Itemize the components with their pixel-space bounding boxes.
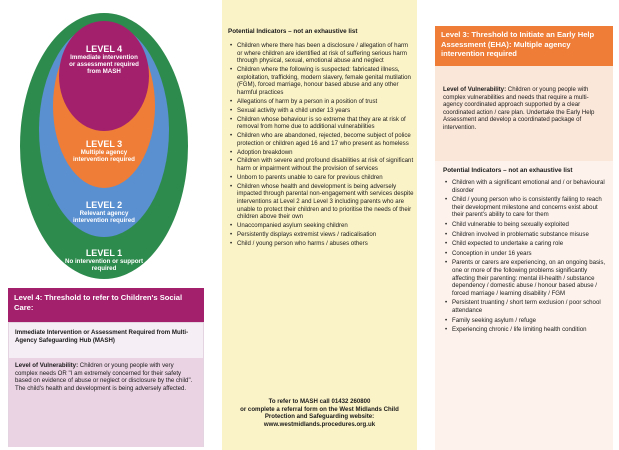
- list-item: • Children where there has been a disclosure / allegation of harm or where children are identified at risk of suffering serious harm through physical, sexual, emotional abuse and neglect: [230, 42, 414, 65]
- list-item: • Persistent truanting / short term exclusion / poor school attendance: [445, 299, 607, 314]
- level3-indicators-title: Potential Indicators – not an exhaustive list: [443, 167, 573, 174]
- list-item: • Children who are abandoned, rejected, become subject of police protection or children aged 16 and 17 who present as homeless: [230, 132, 414, 147]
- level4-vulnerability: [9, 358, 203, 447]
- referral-website-link[interactable]: www.westmidlands.procedures.org.uk: [263, 420, 376, 428]
- level4-vulnerability-label: Level of Vulnerability:: [15, 362, 79, 369]
- level2-text: Relevant agency intervention required: [73, 210, 135, 224]
- level4-vulnerability-text: Children or young people with very complex needs OR "I am extremely concerned for their safety based on evidence of abuse or neglect or disclosure by the child". The child's health and development is being adversely affected.: [15, 362, 193, 392]
- levels-column: [0, 0, 208, 450]
- level4-ellipse: [59, 21, 149, 131]
- list-item: • Children involved in problematic substance misuse: [445, 231, 607, 239]
- list-item: • Children whose health and development is being adversely impacted through parental non-engagement with services despite interventions at Level 2 and Level 3 including parents who are unable to protect their children and to prioritise the needs of their children above their own: [230, 183, 414, 221]
- level2-label: [64, 200, 144, 224]
- list-item: • Experiencing chronic / life limiting health condition: [445, 326, 607, 334]
- list-item: • Conception in under 16 years: [445, 250, 607, 258]
- list-item: • Child vulnerable to being sexually exploited: [445, 221, 607, 229]
- referral-phone: To refer to MASH call 01432 260800: [268, 398, 371, 405]
- referral-form-text: or complete a referral form on the West Midlands Child Protection and Safeguarding website:: [240, 405, 399, 420]
- level4-panel-header: Level 4: Threshold to refer to Children's Social Care:: [8, 288, 204, 322]
- level3-vulnerability-text: Children or young people with complex vulnerabilities and needs that require a multi-agency coordinated approach supported by a clear coordinated action / care plan. Undertake the Early Help Assessment and develop a coordinated package of intervention.: [443, 86, 595, 131]
- level4-text: Immediate intervention or assessment required from MASH: [69, 54, 139, 75]
- level3-vulnerability-label: Level of Vulnerability:: [443, 86, 507, 93]
- list-item: • Sexual activity with a child under 13 years: [230, 107, 414, 115]
- list-item: • Children with a significant emotional and / or behavioural disorder: [445, 179, 607, 194]
- level4-immediate-text: Immediate Intervention or Assessment Required from Multi-Agency Safeguarding Hub (MASH): [15, 329, 189, 344]
- level1-label: [64, 248, 144, 272]
- level1-title: LEVEL 1: [85, 248, 123, 258]
- level4-panel: [8, 322, 204, 447]
- level4-title: LEVEL 4: [85, 44, 123, 54]
- list-item: • Adoption breakdown: [230, 149, 414, 157]
- indicators-column: [222, 0, 417, 450]
- referral-footer: [226, 398, 413, 428]
- list-item: • Unaccompanied asylum seeking children: [230, 222, 414, 230]
- level3-panel: [435, 66, 613, 450]
- list-item: • Family seeking asylum / refuge: [445, 317, 607, 325]
- list-item: • Child expected to undertake a caring role: [445, 240, 607, 248]
- indicators-list: [230, 42, 414, 249]
- level4-label: [69, 44, 139, 75]
- list-item: • Child / young person who is consistently failing to reach their development milestone and concerns exist about their parent's ability to care for them: [445, 196, 607, 219]
- level3-vulnerability: [435, 66, 613, 161]
- indicators-title: Potential Indicators – not an exhaustive list: [228, 28, 358, 35]
- list-item: • Children whose behaviour is so extreme that they are at risk of removal from home due to additional vulnerabilities: [230, 116, 414, 131]
- list-item: • Children with severe and profound disabilities at risk of significant harm or impairment without the provision of services: [230, 157, 414, 172]
- level3-title: LEVEL 3: [85, 139, 123, 149]
- list-item: • Parents or carers are experiencing, on an ongoing basis, one or more of the following problems significantly affecting their parenting: mental ill-health / substance dependency / domestic abuse / honour based abuse / forced marriage / learning disability / FGM: [445, 259, 607, 297]
- list-item: • Child / young person who harms / abuses others: [230, 240, 414, 248]
- level3-text: Multiple agency intervention required: [73, 149, 135, 163]
- list-item: • Unborn to parents unable to care for previous children: [230, 174, 414, 182]
- level3-indicators-list: [445, 179, 607, 336]
- level3-indicators: [435, 161, 613, 450]
- level3-panel-header: Level 3: Threshold to Initiate an Early Help Assessment (EHA): Multiple agency intervention required: [435, 26, 613, 66]
- list-item: • Allegations of harm by a person in a position of trust: [230, 98, 414, 106]
- level3-label: [66, 139, 142, 163]
- list-item: • Children where the following is suspected: fabricated illness, exploitation, trafficking, modern slavery, female genital mutilation (FGM), forced marriage, honour based abuse and any other harmful practices: [230, 66, 414, 96]
- list-item: • Persistently displays extremist views / radicalisation: [230, 231, 414, 239]
- level1-text: No intervention or support required: [64, 258, 144, 272]
- level2-title: LEVEL 2: [85, 200, 123, 210]
- level3-column: [435, 0, 613, 450]
